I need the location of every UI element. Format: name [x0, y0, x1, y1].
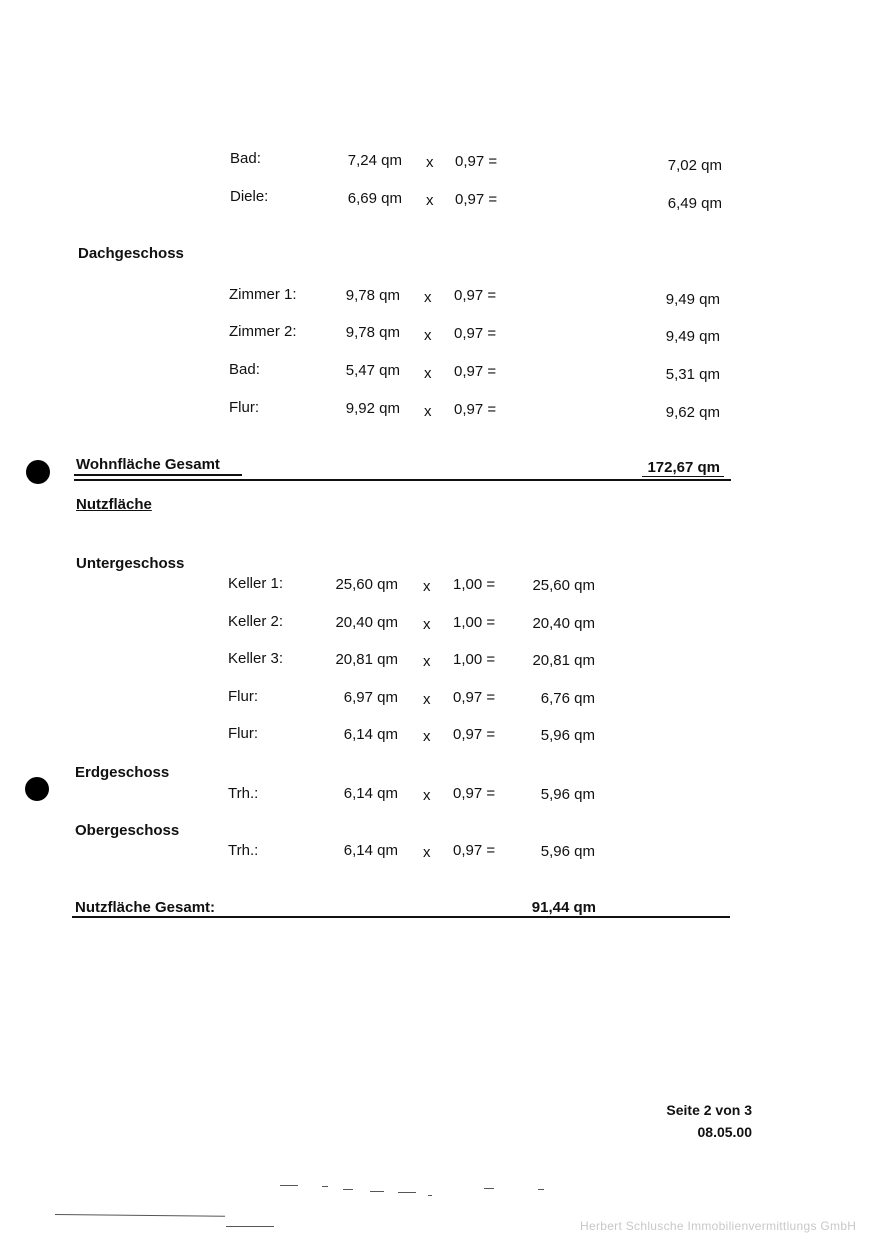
- row-factor: 0,97 =: [454, 287, 497, 304]
- row-area: 7,24 qm: [347, 152, 402, 169]
- row-area: 20,81 qm: [335, 651, 398, 668]
- row-factor: 0,97 =: [455, 191, 498, 208]
- punch-hole: [26, 460, 50, 484]
- row-result: 5,96 qm: [540, 843, 595, 860]
- row-area: 6,14 qm: [343, 726, 398, 743]
- scan-mark: [226, 1226, 274, 1227]
- row-label: Zimmer 2:: [229, 323, 297, 340]
- row-label: Trh.:: [228, 842, 259, 859]
- row-area: 6,69 qm: [347, 190, 402, 207]
- row-times: x: [423, 616, 431, 633]
- row-label: Flur:: [229, 399, 259, 416]
- scan-mark: [428, 1195, 432, 1196]
- nutzflaeche-total-value: 91,44 qm: [531, 899, 596, 916]
- total-divider: [74, 479, 731, 481]
- row-label: Keller 2:: [228, 613, 284, 630]
- row-label: Bad:: [230, 150, 261, 167]
- row-times: x: [424, 365, 432, 382]
- row-factor: 0,97 =: [453, 842, 496, 859]
- wohnflaeche-total-value: 172,67 qm: [647, 459, 720, 476]
- row-factor: 1,00 =: [453, 576, 496, 593]
- scan-mark: [280, 1185, 298, 1186]
- row-factor: 0,97 =: [453, 785, 496, 802]
- row-label: Diele:: [230, 188, 269, 205]
- row-times: x: [423, 653, 431, 670]
- row-factor: 1,00 =: [453, 651, 496, 668]
- row-result: 6,76 qm: [540, 690, 595, 707]
- row-factor: 0,97 =: [453, 689, 496, 706]
- row-times: x: [423, 787, 431, 804]
- row-factor: 0,97 =: [454, 325, 497, 342]
- row-factor: 0,97 =: [454, 363, 497, 380]
- page-number: Seite 2 von 3: [666, 1102, 752, 1118]
- row-result: 9,49 qm: [665, 328, 720, 345]
- scan-mark: [343, 1189, 353, 1190]
- section-heading-erdgeschoss: Erdgeschoss: [75, 764, 170, 781]
- row-result: 25,60 qm: [532, 577, 595, 594]
- row-result: 5,96 qm: [540, 727, 595, 744]
- row-label: Bad:: [229, 361, 260, 378]
- row-times: x: [423, 844, 431, 861]
- row-area: 6,97 qm: [343, 689, 398, 706]
- section-heading-obergeschoss: Obergeschoss: [75, 822, 180, 839]
- row-result: 9,62 qm: [665, 404, 720, 421]
- row-factor: 0,97 =: [454, 401, 497, 418]
- row-times: x: [424, 289, 432, 306]
- row-area: 6,14 qm: [343, 842, 398, 859]
- scan-mark: [55, 1214, 225, 1217]
- row-label: Zimmer 1:: [229, 286, 297, 303]
- row-label: Flur:: [228, 725, 258, 742]
- row-times: x: [423, 578, 431, 595]
- row-result: 20,81 qm: [532, 652, 595, 669]
- row-factor: 0,97 =: [453, 726, 496, 743]
- row-area: 25,60 qm: [335, 576, 398, 593]
- section-heading-nutzflaeche: Nutzfläche: [76, 496, 152, 513]
- nutzflaeche-total-label: Nutzfläche Gesamt:: [75, 899, 216, 916]
- section-heading-untergeschoss: Untergeschoss: [76, 555, 185, 572]
- row-label: Flur:: [228, 688, 258, 705]
- row-result: 5,31 qm: [665, 366, 720, 383]
- scan-mark: [398, 1192, 416, 1193]
- row-times: x: [424, 403, 432, 420]
- row-result: 5,96 qm: [540, 786, 595, 803]
- scan-mark: [538, 1189, 544, 1190]
- row-times: x: [426, 192, 434, 209]
- row-result: 6,49 qm: [667, 195, 722, 212]
- row-label: Keller 1:: [228, 575, 284, 592]
- scan-mark: [484, 1188, 494, 1189]
- row-result: 7,02 qm: [667, 157, 722, 174]
- row-label: Trh.:: [228, 785, 259, 802]
- row-times: x: [423, 691, 431, 708]
- row-times: x: [423, 728, 431, 745]
- section-heading-dachgeschoss: Dachgeschoss: [78, 245, 184, 262]
- row-result: 9,49 qm: [665, 291, 720, 308]
- wohnflaeche-total-label: Wohnfläche Gesamt: [76, 456, 220, 473]
- row-factor: 0,97 =: [455, 153, 498, 170]
- row-factor: 1,00 =: [453, 614, 496, 631]
- underline-short: [74, 474, 242, 476]
- row-times: x: [424, 327, 432, 344]
- total-divider: [72, 916, 730, 918]
- footer-date: 08.05.00: [697, 1124, 752, 1140]
- row-area: 9,92 qm: [345, 400, 400, 417]
- watermark: Herbert Schlusche Immobilienvermittlungs GmbH: [580, 1219, 857, 1233]
- row-area: 9,78 qm: [345, 324, 400, 341]
- row-area: 9,78 qm: [345, 287, 400, 304]
- row-area: 20,40 qm: [335, 614, 398, 631]
- scan-mark: [322, 1186, 328, 1187]
- row-area: 5,47 qm: [345, 362, 400, 379]
- row-times: x: [426, 154, 434, 171]
- punch-hole: [25, 777, 49, 801]
- scan-mark: [370, 1191, 384, 1192]
- row-area: 6,14 qm: [343, 785, 398, 802]
- row-result: 20,40 qm: [532, 615, 595, 632]
- underline-short: [642, 476, 724, 477]
- row-label: Keller 3:: [228, 650, 284, 667]
